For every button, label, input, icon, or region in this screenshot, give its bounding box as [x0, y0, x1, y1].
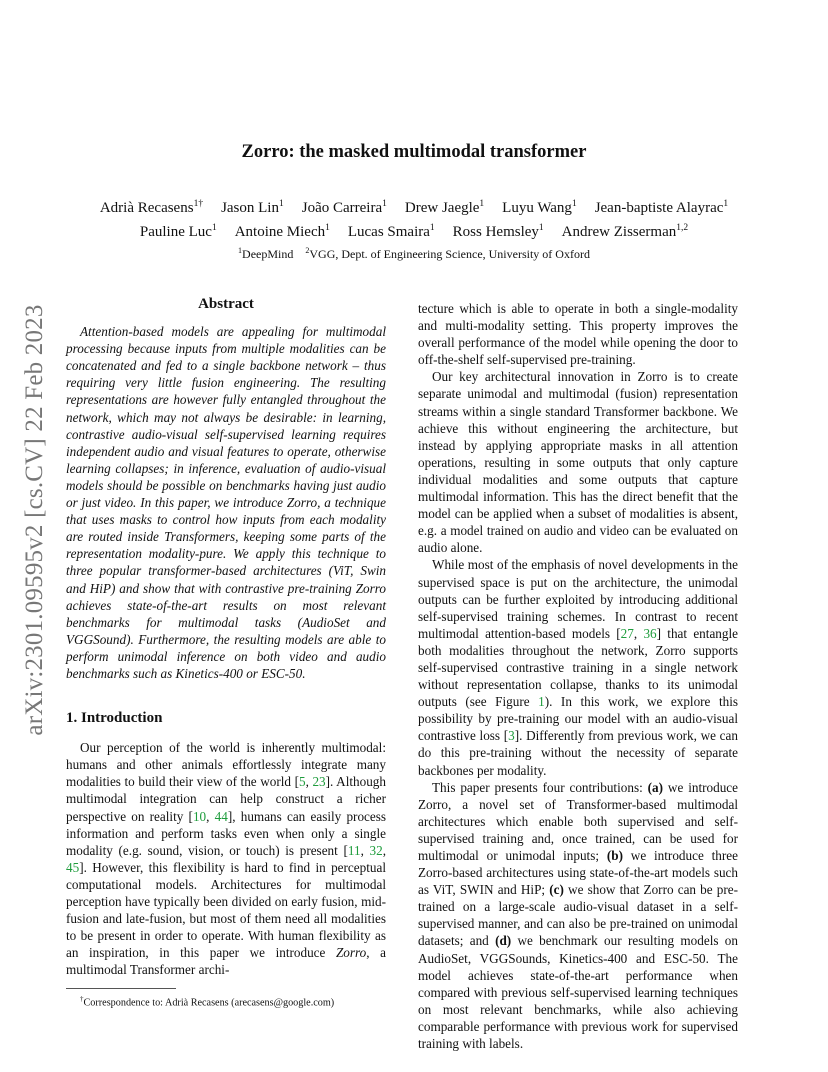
citation-link[interactable]: 1 [538, 694, 545, 710]
contribution-marker: (d) [495, 933, 512, 949]
author-affiliation-marker: 1 [325, 223, 330, 233]
author-affiliation-marker: 1 [278, 199, 284, 209]
author-affiliation-marker: 1† [193, 199, 204, 209]
introduction-heading: 1. Introduction [66, 710, 163, 727]
author-name [235, 224, 330, 240]
citation-link[interactable]: 32 [369, 842, 383, 858]
author-name [221, 200, 284, 216]
citation-link[interactable]: 44 [214, 808, 228, 824]
affiliations [0, 242, 828, 263]
contribution-marker: (c) [549, 882, 564, 898]
citation-link[interactable]: 23 [312, 774, 326, 790]
paper-title: Zorro: the masked multimodal transformer [241, 142, 587, 162]
citation-link[interactable]: 36 [643, 625, 657, 641]
affiliation-name: VGG, Dept. of Engineering Science, University of Oxford [309, 247, 590, 261]
affiliation [305, 247, 590, 261]
right-paragraph-1: tecture which is able to operate in both a single-modality and multi-modality setting. This property improves the overall performance of the model while opening the door to off-the-shelf self-supervised pre-training. [418, 301, 738, 368]
contribution-marker: (a) [647, 779, 664, 795]
right-column [418, 300, 738, 1052]
author-affiliation-marker: 1 [479, 199, 485, 209]
authors-line-2 [0, 218, 828, 242]
author-affiliation-marker: 1 [723, 199, 729, 209]
arxiv-identifier: arXiv:2301.09595v2 [cs.CV] 22 Feb 2023 [21, 304, 48, 736]
right-paragraph-3: While most of the emphasis of novel developments in the supervised space is put on the architecture, the unimodal outputs can be further exploited by introducing additional self-supervised training schemes. In contrast to recent multimodal attention-based models [27, 36] that entangle both modalities throughout the network, Zorro supports self-supervised contrastive training in a single network without representation collapse, thanks to its unimodal outputs (see Figure 1). In this work, we explore this possibility by pre-training our model with an audio-visual contrastive loss [3]. Differently from previous work, we can do this pre-training without the necessity of separate backbones per modality. [418, 557, 739, 778]
introduction-paragraph-1: Our perception of the world is inherently multimodal: humans and other animals effortlessly integrate many modalities to build their view of the world [5, 23]. Although multimodal integration can help construct a richer perspective on reality [10, 44], humans can easily process information and perform tasks even when only a single modality (e.g. sound, vision, or touch) is present [11, 32, 45]. However, this flexibility is hard to find in perceptual computational models. Architectures for multimodal perception have typically been divided on early fusion, mid-fusion and late-fusion, but most of them need all modalities to be present in order to operate. With human flexibility as an inspiration, in this paper we introduce Zorro, a multimodal Transformer archi- [66, 740, 387, 978]
author-name [562, 224, 688, 240]
affiliation [238, 247, 293, 261]
affiliation-marker: 1 [238, 246, 243, 255]
author-affiliation-marker: 1 [211, 223, 217, 233]
author-affiliation-marker: 1 [538, 223, 544, 233]
author-name [502, 200, 577, 216]
affiliation-name: DeepMind [242, 247, 294, 261]
footnote-marker: † [80, 995, 84, 1004]
author-name-text: Andrew Zisserman [561, 224, 677, 240]
author-name [595, 200, 728, 216]
right-paragraph-2: Our key architectural innovation in Zorro is to create separate unimodal and multimodal (fusion) representation streams within a single standard Transformer backbone. We achieve this without engineering the architecture, but instead by applying appropriate masks in all attention operations, resulting in some outputs that only capture individual modalities and some outputs that capture multimodal information. This has the direct benefit that the model can be applied when a subset of modalities is absent, e.g. a model trained on audio and video can be evaluated on audio alone. [418, 369, 738, 556]
author-name-text: Drew Jaegle [404, 200, 480, 216]
citation-link[interactable]: 11 [347, 842, 361, 858]
arxiv-sidebar [10, 280, 60, 760]
author-name-text: Lucas Smaira [347, 224, 430, 240]
author-name [140, 224, 217, 240]
author-name [100, 200, 203, 216]
author-name-text: Adrià Recasens [99, 200, 194, 216]
author-name-text: Luyu Wang [502, 200, 572, 216]
author-name-text: João Carreira [301, 200, 383, 216]
author-name [302, 200, 387, 216]
author-affiliation-marker: 1 [382, 199, 387, 209]
citation-link[interactable]: 3 [508, 728, 515, 744]
author-name [348, 224, 435, 240]
author-name-text: Jason Lin [221, 200, 279, 216]
author-name-text: Jean-baptiste Alayrac [594, 200, 724, 216]
author-name [405, 200, 484, 216]
citation-link[interactable]: 5 [298, 774, 306, 790]
citation-link[interactable]: 10 [192, 808, 207, 824]
contribution-marker: (b) [606, 848, 623, 863]
emphasis-text: Zorro [335, 945, 367, 961]
authors-line-1 [0, 194, 828, 218]
author-block [0, 194, 828, 263]
author-name-text: Ross Hemsley [452, 224, 539, 240]
right-paragraph-4: This paper presents four contributions: (a) we introduce Zorro, a novel set of Transformer-based multimodal architectures which enable both supervised and self-supervised training and, once trained, can be used for multimodal or unimodal inputs; (b) we introduce three Zorro-based architectures using state-of-the-art models such as ViT, SWIN and HiP; (c) we show that Zorro can be pre-trained on a large-scale audio-visual dataset in a self-supervised manner, and can also be pre-trained on unimodal datasets; and (d) we benchmark our resulting models on AudioSet, VGGSounds, Kinetics-400 and ESC-50. The model achieves state-of-the-art performance when compared with previous self-supervised learning techniques on most relevant benchmarks, while also achieving comparable performance with previous work for supervised training with labels. [418, 779, 739, 1052]
footnote-rule [66, 988, 176, 989]
citation-link[interactable]: 27 [620, 625, 634, 641]
footnote-text: Correspondence to: Adrià Recasens (arecasens@google.com) [83, 997, 335, 1009]
author-affiliation-marker: 1 [571, 199, 577, 209]
author-name-text: Antoine Miech [234, 224, 326, 240]
footnote [66, 993, 386, 1009]
citation-link[interactable]: 45 [66, 859, 80, 875]
abstract-body: Attention-based models are appealing for multimodal processing because inputs from multiple modalities can be concatenated and fed to a single backbone network – thus requiring very little fusion engineering. The resulting representations are however fully entangled throughout the network, which may not always be desirable: in learning, contrastive audio-visual self-supervised learning requires independent audio and visual features to operate, otherwise learning collapses; in inference, evaluation of audio-visual models should be possible on benchmarks having just audio or just video. In this paper, we introduce Zorro, a technique that uses masks to control how inputs from each modality are routed inside Transformers, keeping some parts of the representation modality-pure. We apply this technique to three popular transformer-based architectures (ViT, Swin and HiP) and show that with contrastive pre-training Zorro achieves state-of-the-art results on most relevant benchmarks for multimodal tasks (AudioSet and VGGSound). Furthermore, the resulting models are able to perform unimodal inference on both video and audio benchmarks such as Kinetics-400 or ESC-50. [66, 324, 386, 681]
author-name [453, 224, 544, 240]
author-affiliation-marker: 1 [429, 223, 435, 233]
author-affiliation-marker: 1,2 [676, 223, 689, 233]
left-column [66, 296, 386, 1010]
affiliation-marker: 2 [305, 246, 310, 255]
abstract-heading: Abstract [198, 296, 254, 312]
author-name-text: Pauline Luc [139, 224, 212, 240]
